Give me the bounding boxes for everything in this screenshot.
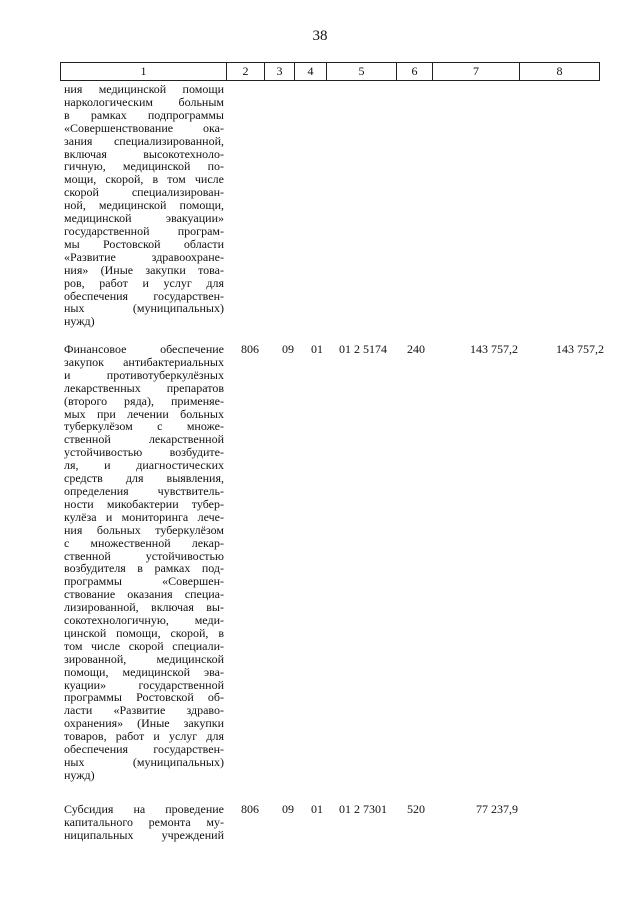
cell-ministry-code: 806 bbox=[241, 802, 259, 816]
cell-expense-type-code: 240 bbox=[407, 342, 425, 356]
description-line: мощи, скорой, в том числе bbox=[64, 172, 224, 187]
description-line: гичную, медицинской по- bbox=[64, 159, 224, 174]
cell-subsection-code: 01 bbox=[311, 342, 323, 356]
header-col-7: 7 bbox=[432, 63, 519, 80]
description-line: мых при лечении больных bbox=[64, 406, 224, 421]
description-line: ной, медицинской помощи, bbox=[64, 198, 224, 213]
description-line: ственной лекарственной bbox=[64, 432, 224, 447]
description-line: мы Ростовской области bbox=[64, 236, 224, 251]
cell-ministry-code: 806 bbox=[241, 342, 259, 356]
description-line: определения чувствитель- bbox=[64, 483, 224, 498]
cell-subsection-code: 01 bbox=[311, 802, 323, 816]
description-line: средств для выявления, bbox=[64, 471, 224, 486]
cell-section-code: 09 bbox=[282, 342, 294, 356]
description-line: ствование оказания специа- bbox=[64, 587, 224, 602]
row-description bbox=[64, 343, 224, 782]
description-line: нужд) bbox=[64, 314, 95, 329]
cell-target-item-code: 01 2 5174 bbox=[339, 342, 387, 356]
description-line: капитального ремонта му- bbox=[64, 814, 224, 829]
cell-amount-col8: 143 757,2 bbox=[556, 342, 604, 356]
description-line: туберкулёзом с множе- bbox=[64, 419, 224, 434]
description-line: ля, и диагностических bbox=[64, 458, 224, 473]
description-line: «Совершенствование ока- bbox=[64, 120, 224, 135]
cell-amount-col7: 77 237,9 bbox=[476, 802, 518, 816]
description-line: ственной устойчивостью bbox=[64, 548, 224, 563]
description-line: нужд) bbox=[64, 767, 95, 782]
description-line: устойчивостью возбудите- bbox=[64, 445, 224, 460]
description-line: ных (муниципальных) bbox=[64, 301, 224, 316]
header-col-8: 8 bbox=[519, 63, 599, 80]
description-line: включая высокотехноло- bbox=[64, 146, 224, 161]
cell-target-item-code: 01 2 7301 bbox=[339, 802, 387, 816]
description-line: зированной, медицинской bbox=[64, 651, 224, 666]
description-line: Субсидия на проведение bbox=[64, 802, 224, 816]
description-line: зания специализированной, bbox=[64, 133, 224, 148]
description-line: закупок антибактериальных bbox=[64, 354, 224, 369]
description-line: лекарственных препаратов bbox=[64, 380, 224, 395]
description-line: кулёза и мониторинга лече- bbox=[64, 509, 224, 524]
description-line: том числе скорой специали- bbox=[64, 638, 224, 653]
description-line: (второго ряда), применяе- bbox=[64, 393, 224, 408]
description-line: ниципальных учреждений bbox=[64, 827, 224, 842]
description-line: цинской помощи, скорой, в bbox=[64, 625, 224, 640]
header-col-5: 5 bbox=[326, 63, 396, 80]
description-line: ния медицинской помощи bbox=[64, 82, 224, 96]
description-line: ласти «Развитие здраво- bbox=[64, 703, 224, 718]
cell-section-code: 09 bbox=[282, 802, 294, 816]
header-col-1: 1 bbox=[140, 64, 147, 78]
description-line: охранения» (Иные закупки bbox=[64, 716, 224, 731]
description-line: медицинской эвакуации» bbox=[64, 211, 224, 226]
description-line: лизированной, включая вы- bbox=[64, 600, 224, 615]
description-line: ров, работ и услуг для bbox=[64, 275, 224, 290]
description-line: обеспечения государствен- bbox=[64, 288, 224, 303]
row-description bbox=[64, 803, 224, 842]
description-line: обеспечения государствен- bbox=[64, 742, 224, 757]
header-col-3: 3 bbox=[264, 63, 294, 80]
row-description bbox=[64, 83, 224, 328]
description-line: государственной програм- bbox=[64, 223, 224, 238]
description-line: программы «Совершен- bbox=[64, 574, 224, 589]
header-col-2: 2 bbox=[226, 63, 264, 80]
header-col-6: 6 bbox=[396, 63, 432, 80]
cell-expense-type-code: 520 bbox=[407, 802, 425, 816]
header-col-4: 4 bbox=[294, 63, 326, 80]
table-header-row bbox=[60, 62, 600, 81]
description-line: помощи, медицинской эва- bbox=[64, 664, 224, 679]
description-line: наркологическим больным bbox=[64, 94, 224, 109]
description-line: сокотехнологичную, меди- bbox=[64, 613, 224, 628]
page-number: 38 bbox=[312, 28, 328, 44]
cell-amount-col7: 143 757,2 bbox=[470, 342, 518, 356]
description-line: скорой специализирован- bbox=[64, 185, 224, 200]
description-line: товаров, работ и услуг для bbox=[64, 729, 224, 744]
description-line: ности микобактерии тубер- bbox=[64, 496, 224, 511]
description-line: с множественной лекар- bbox=[64, 535, 224, 550]
description-line: ных (муниципальных) bbox=[64, 755, 224, 769]
description-line: возбудителя в рамках под- bbox=[64, 561, 224, 576]
description-line: ния» (Иные закупки това- bbox=[64, 262, 224, 277]
description-line: и противотуберкулёзных bbox=[64, 367, 224, 382]
description-line: ния больных туберкулёзом bbox=[64, 522, 224, 537]
description-line: программы Ростовской об- bbox=[64, 690, 224, 705]
description-line: в рамках подпрограммы bbox=[64, 107, 224, 122]
description-line: «Развитие здравоохране- bbox=[64, 249, 224, 264]
description-line: Финансовое обеспечение bbox=[64, 342, 224, 356]
description-line: куации» государственной bbox=[64, 677, 224, 692]
